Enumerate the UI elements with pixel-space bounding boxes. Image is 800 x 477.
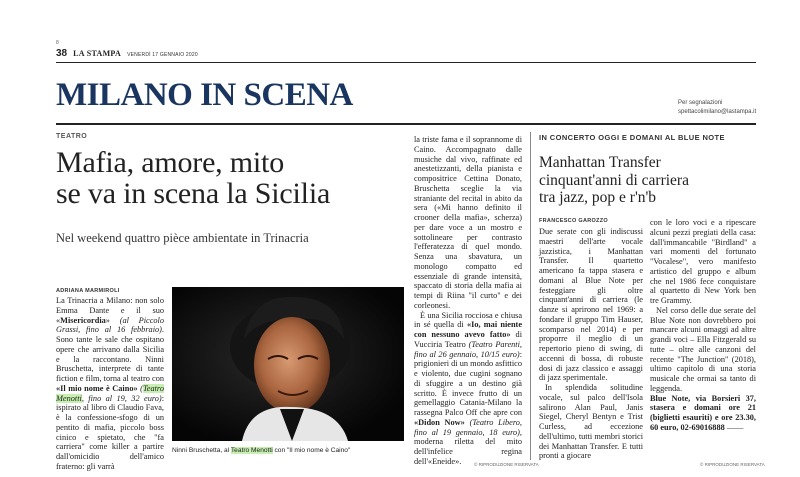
- text-run: La Trinacria a Milano: non solo Emma Dante e il suo «: [56, 296, 164, 325]
- side-paragraph: Nel corso delle due serate del Blue Note non dovrebbero poi mancare alcuni omaggi ad altre grandi voci – Ella Fitzgerald su tutte – oltre alle canzoni del recente "The Junction" (2018), ultimo capitolo di una storia musicale che ormai sa tanto di leggenda.: [650, 305, 756, 393]
- side-kicker: IN CONCERTO OGGI E DOMANI AL BLUE NOTE: [539, 133, 725, 142]
- article-headline: [56, 147, 330, 209]
- issue-date: VENERDÌ 17 GENNAIO 2020: [127, 52, 198, 58]
- page-header: [56, 48, 198, 59]
- text-run: »: [105, 315, 120, 325]
- show-title: «Didon Now»: [414, 417, 465, 427]
- side-headline-line-2: cinquant'anni di carriera: [539, 171, 689, 189]
- venue-info: (al Piccolo Grassi, fino al 16 febbraio): [56, 315, 164, 335]
- article-paragraph: la triste fama e il soprannome di Caino. Accompagnato dalle musiche dal vivo, raffinate ed anestetizzanti, della pianista e compositrice Cettina Donato, Bruschetta sceglie la via straniante del recital in abito da sera («Mi hanno definito il crooner della mafia», scherza) per dare voce a un mostro e sottolineare per contrasto l'efferatezza di quel mondo. Senza una sbavatura, un monologo compatto ed essenziale di grande intensità, spaccato di storia della mafia ai tempi di Riina "il curto" e dei corleonesi.: [414, 135, 522, 310]
- side-headline-line-3: tra jazz, pop e r'n'b: [539, 189, 657, 206]
- event-info: [650, 394, 756, 433]
- text-run: . Sono tante le sale che ospitano opere che arrivano dalla Sicilia e la raccontano. Ninni Bruschetta, interprete di tante fiction e film, torna al teatro con: [56, 325, 164, 383]
- show-title: «Io, mai niente con nessuno avevo fatto»: [414, 320, 523, 339]
- text-run: È una Sicilia rocciosa e chiusa in sé quella di: [414, 310, 522, 330]
- column-divider: [530, 132, 531, 460]
- highlighted-venue: Teatro Menotti: [56, 383, 164, 403]
- caption-text: con "Il mio nome è Caino": [272, 447, 351, 454]
- article-subheadline: Nel weekend quattro pièce ambientate in Trinacria: [56, 231, 309, 245]
- side-headline: [539, 154, 689, 207]
- text-run: : ispirato al libro di Claudio Fava, è la confessione-sfogo di un pentito di mafia, piccolo boss cinico e spietato, che "fa carriera" come killer a partire dall'omicidio dell'amico fraterno: gli varrà: [56, 393, 164, 471]
- text-run: di Vucciria Teatro: [414, 330, 523, 349]
- side-byline: FRANCESCO GAROZZO: [539, 218, 608, 224]
- headline-line-1: Mafia, amore, mito: [56, 146, 284, 179]
- article-paragraph: [414, 311, 522, 467]
- signal-label: Per segnalazioni: [678, 100, 723, 106]
- article-column-1: [56, 296, 164, 471]
- text-run: ——: [724, 422, 744, 432]
- side-paragraph: con le loro voci e a ripescare alcuni pezzi pregiati della casa: dall'immancabile "Birdland" a vari momenti del fortunato "Vocalese", vero manifesto artistico del gruppo e album che nel 1986 fece conquistare al quartetto di New York ben tre Grammy.: [650, 218, 756, 305]
- signal-box: [678, 99, 756, 117]
- side-column-2: [650, 218, 756, 459]
- side-column-1: [539, 227, 643, 459]
- venue-info: (Teatro Parenti, fino al 26 gennaio, 10/15 euro): [414, 339, 522, 359]
- actor-portrait-image: [172, 287, 404, 441]
- page-number: 38: [56, 48, 68, 59]
- text-run: , moderna riletta del mito dell'infelice regina dell'«Eneide».: [414, 427, 522, 466]
- venue-info: (: [140, 383, 143, 393]
- photo-caption: [172, 447, 350, 454]
- text-run: : prigionieri di un mondo asfittico e violento, due cugini sognano di sfuggire a un destino già scritto. È invece frutto di un gemellaggio Catania-Milano la rassegna Palco Off che apre con: [414, 349, 522, 417]
- corner-mark: 8: [56, 40, 59, 46]
- signal-email: spettacolimilano@lastampa.it: [678, 109, 757, 115]
- paper-name: LA STAMPA: [73, 49, 122, 58]
- copyright-note: © RIPRODUZIONE RISERVATA: [474, 462, 539, 467]
- show-title: Misericordia: [60, 315, 106, 325]
- caption-highlight: Teatro Menotti: [230, 447, 273, 454]
- side-paragraph: Due serate con gli indiscussi maestri dell'arte vocale jazzistica, i Manhattan Transfer. Il quartetto americano fa tappa stasera e domani al Blue Note per festeggiare gli oltre cinquant'anni di carriera (le danze si aprirono nel 1969: a fondare il gruppo Tim Hauser, scomparso nel 2014) e per proporre il meglio di un repertorio pieno di swing, di accenni di bossa, di robuste dosi di jazz classico e assaggi di jazz sperimentale.: [539, 227, 643, 383]
- show-title: «Il mio nome è Caino»: [56, 383, 138, 393]
- section-title: MILANO IN SCENA: [56, 77, 353, 113]
- side-copyright-note: © RIPRODUZIONE RISERVATA: [700, 462, 765, 467]
- section-rule: [56, 123, 756, 125]
- caption-text: Ninni Bruschetta, al: [172, 447, 231, 454]
- article-byline: ADRIANA MARMIROLI: [56, 288, 120, 294]
- headline-line-2: se va in scena la Sicilia: [56, 177, 331, 210]
- side-headline-line-1: Manhattan Transfer: [539, 154, 661, 171]
- side-paragraph: In splendida solitudine vocale, sul palco dell'Isola salirono Alan Paul, Janis Siegel, Cheryl Bentyn e Trist Curless, ad eccezione dell'ultimo, tutti membri storici dei Manhattan Transfer. E tutti pronti a giocare: [539, 383, 643, 461]
- article-photo: [172, 287, 404, 441]
- header-rule: [56, 62, 756, 63]
- venue-info: (Teatro Libero, fino al 19 gennaio, 18 euro): [414, 417, 522, 437]
- article-kicker: TEATRO: [56, 133, 88, 140]
- venue-info: , fino al 19, 32 euro): [81, 393, 162, 403]
- event-details: Blue Note, via Borsieri 37, stasera e domani ore 21 (biglietti esauriti) e ore 23.30, 60 euro, 02-69016888: [650, 393, 756, 432]
- article-paragraph: [56, 296, 164, 472]
